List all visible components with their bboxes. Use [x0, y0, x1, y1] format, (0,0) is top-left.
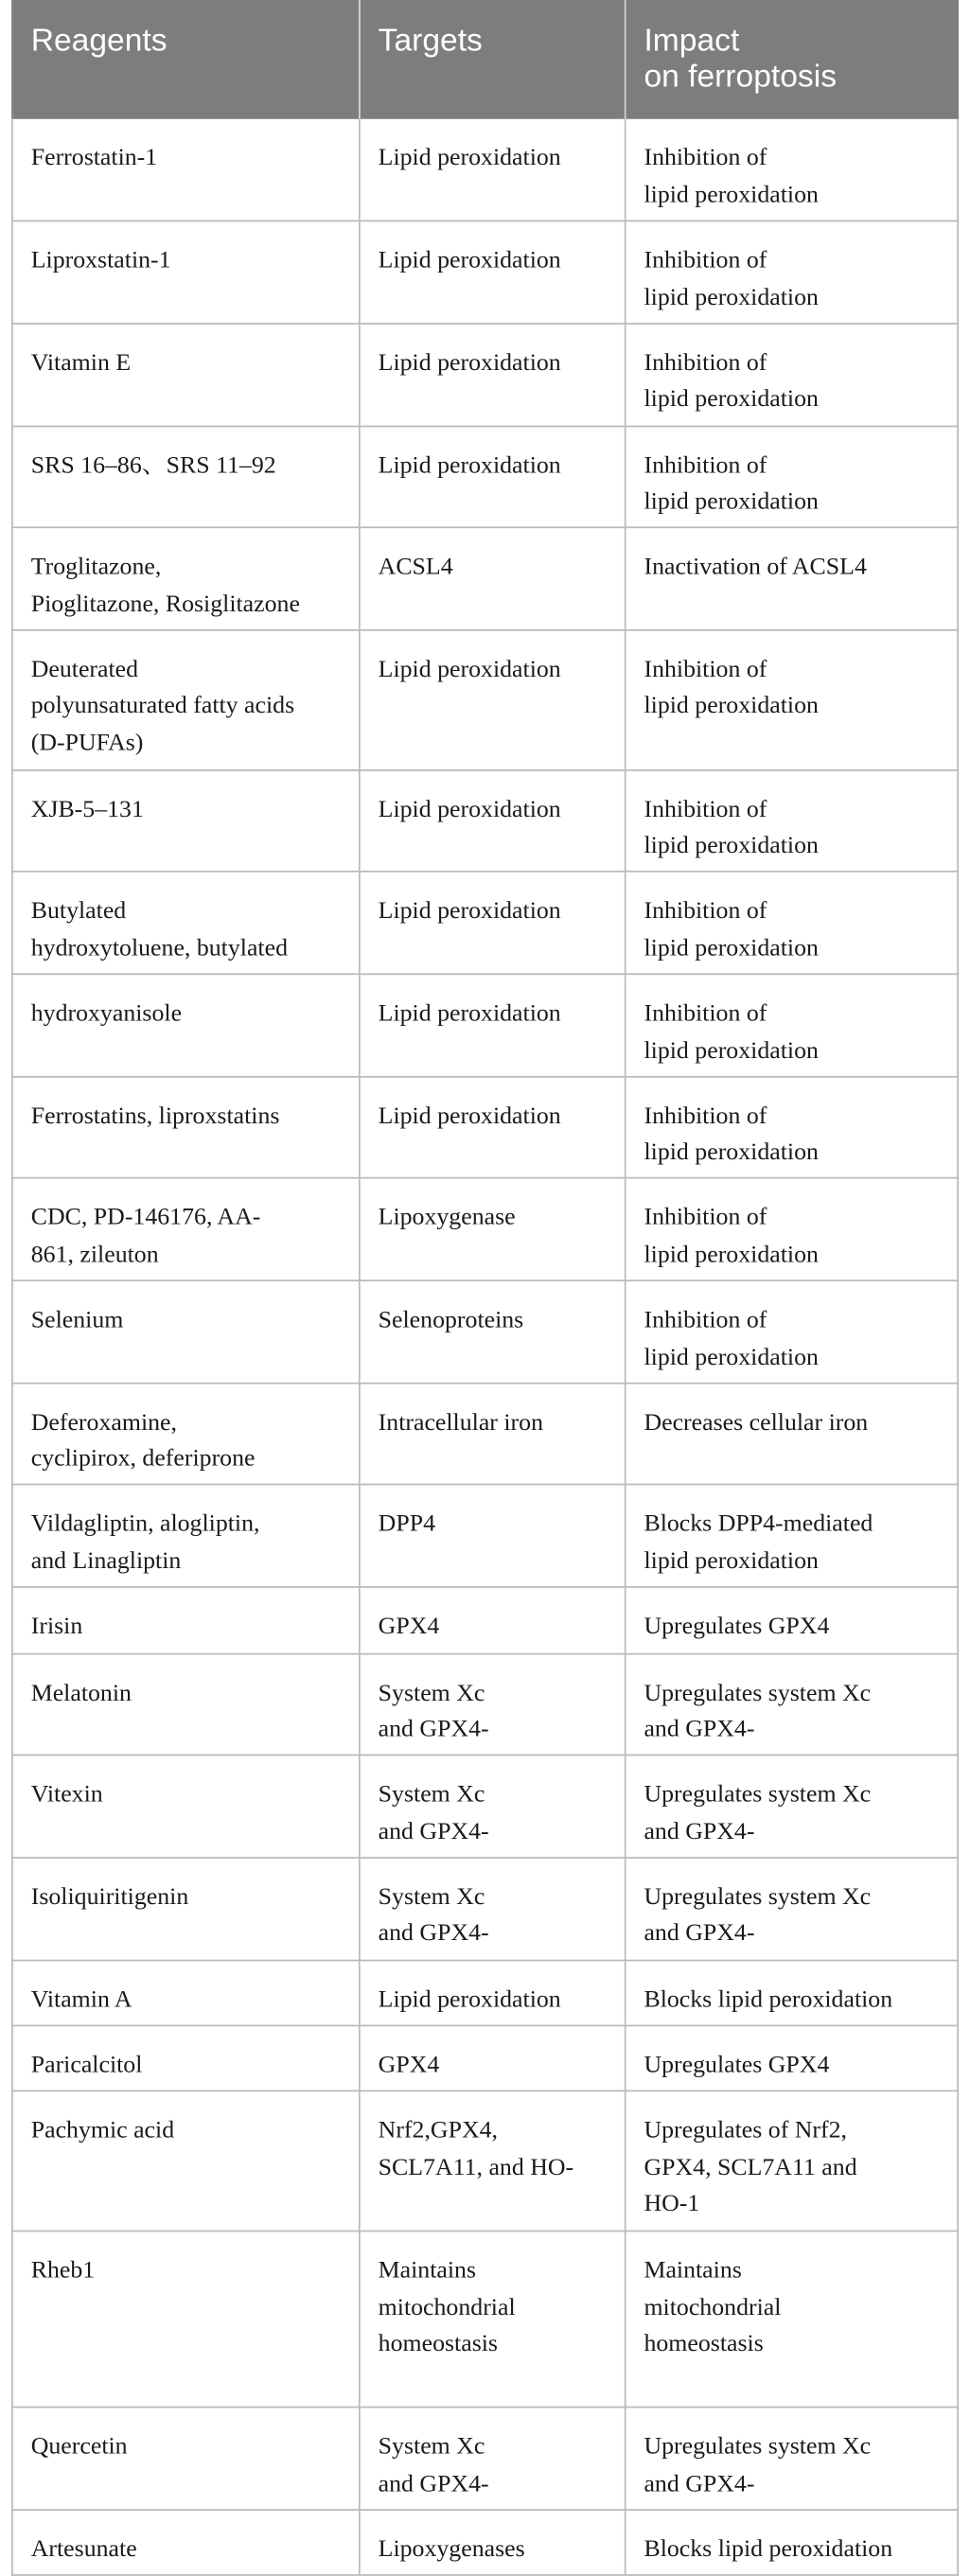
cell-text-line: Lipoxygenase — [378, 1205, 516, 1232]
table-row — [12, 324, 958, 426]
cell-text-line: and GPX4- — [378, 1921, 489, 1948]
impact-cell — [626, 769, 958, 872]
cell-text-line: and GPX4- — [644, 1717, 755, 1743]
cell-text-line: Lipid peroxidation — [378, 1103, 561, 1130]
table-row — [12, 528, 958, 630]
cell-text-line: Lipid peroxidation — [378, 796, 561, 823]
cell-text-line: Lipid peroxidation — [378, 1000, 561, 1028]
table-row — [12, 221, 958, 324]
cell-text-line: Lipid peroxidation — [378, 248, 561, 274]
cell-text-line: Upregulates GPX4 — [644, 2052, 830, 2079]
cell-text-line: DPP4 — [378, 1511, 436, 1539]
cell-text-line: and GPX4- — [378, 2470, 489, 2497]
cell-text-line: Deferoxamine, — [30, 1409, 177, 1437]
table-row — [12, 1858, 958, 1960]
cell-text-line: Blocks lipid peroxidation — [644, 2536, 893, 2563]
reagent-cell — [12, 630, 360, 770]
cell-text-line: Butylated — [30, 898, 127, 926]
cell-text-line: and GPX4- — [644, 1921, 755, 1948]
impact-cell — [626, 324, 958, 426]
reagent-cell — [12, 872, 360, 974]
table-row — [12, 1587, 958, 1653]
cell-text-line: polyunsaturated fatty acids — [30, 693, 295, 720]
reagent-cell — [12, 1653, 360, 1756]
cell-text-line: System Xc — [378, 1680, 485, 1706]
impact-cell — [626, 974, 958, 1076]
target-cell — [360, 1076, 626, 1178]
cell-text-line: Upregulates GPX4 — [644, 1614, 830, 1641]
impact-cell — [626, 1280, 958, 1383]
target-cell — [360, 2510, 626, 2576]
table-row — [12, 1076, 958, 1178]
target-cell — [360, 769, 626, 872]
target-cell — [360, 2091, 626, 2232]
cell-text-line: lipid peroxidation — [644, 833, 819, 860]
table-header — [12, 0, 958, 119]
cell-text-line: Inhibition of — [644, 1307, 767, 1334]
cell-text-line: Deuterated — [30, 657, 139, 683]
impact-cell — [626, 119, 958, 221]
target-cell — [360, 324, 626, 426]
table-row — [12, 119, 958, 221]
cell-text-line: GPX4, SCL7A11 and — [644, 2155, 857, 2181]
cell-text-line: Quercetin — [30, 2434, 128, 2461]
cell-text-line: Lipid peroxidation — [378, 657, 561, 683]
cell-text-line: Lipid peroxidation — [378, 350, 561, 377]
table-row — [12, 1653, 958, 1756]
impact-cell — [626, 1587, 958, 1653]
table-row — [12, 872, 958, 974]
ferroptosis-inhibitors-table — [11, 0, 959, 2576]
impact-cell — [626, 1960, 958, 2026]
reagent-cell — [12, 324, 360, 426]
cell-text-line: Lipid peroxidation — [378, 898, 561, 926]
cell-text-line: Vitexin — [30, 1782, 103, 1808]
impact-cell — [626, 1653, 958, 1756]
cell-text-line: Liproxstatin-1 — [30, 248, 171, 274]
cell-text-line: Irisin — [30, 1614, 83, 1641]
cell-text-line: ACSL4 — [378, 555, 453, 581]
cell-text-line: (D-PUFAs) — [30, 730, 144, 757]
target-cell — [360, 1858, 626, 1960]
cell-text-line: Selenoproteins — [378, 1307, 524, 1334]
cell-text-line: Upregulates system Xc — [644, 1884, 872, 1911]
cell-text-line: System Xc — [378, 1884, 485, 1911]
table-row — [12, 2091, 958, 2232]
cell-text-line: Upregulates of Nrf2, — [644, 2118, 848, 2144]
impact-cell — [626, 1383, 958, 1485]
cell-text-line: and Linagliptin — [30, 1548, 182, 1576]
reagent-cell — [12, 1076, 360, 1178]
reagent-cell — [12, 2091, 360, 2232]
cell-text-line: hydroxyanisole — [30, 1000, 183, 1028]
table-row — [12, 1178, 958, 1280]
reagent-cell — [12, 1756, 360, 1858]
cell-text-line: Inhibition of — [644, 898, 767, 926]
cell-text-line: Inhibition of — [644, 350, 767, 377]
reagent-cell — [12, 2408, 360, 2510]
reagent-cell — [12, 426, 360, 528]
cell-text-line: mitochondrial — [644, 2294, 782, 2321]
cell-text-line: Vildagliptin, alogliptin, — [30, 1511, 260, 1539]
impact-cell — [626, 2025, 958, 2091]
table-row — [12, 2232, 958, 2408]
reagent-cell — [12, 1960, 360, 2026]
cell-text-line: Upregulates system Xc — [644, 1782, 872, 1808]
target-cell — [360, 1756, 626, 1858]
cell-text-line: Isoliquiritigenin — [30, 1884, 189, 1911]
cell-text-line: lipid peroxidation — [644, 1139, 819, 1167]
target-cell — [360, 528, 626, 630]
impact-cell — [626, 1858, 958, 1960]
impact-cell — [626, 1756, 958, 1858]
reagent-cell — [12, 221, 360, 324]
cell-text-line: System Xc — [378, 2434, 485, 2461]
reagent-cell — [12, 2232, 360, 2408]
cell-text-line: Inhibition of — [644, 657, 767, 683]
impact-cell — [626, 2091, 958, 2232]
cell-text-line: lipid peroxidation — [644, 1037, 819, 1065]
cell-text-line: Vitamin A — [30, 1986, 132, 2013]
cell-text-line: lipid peroxidation — [644, 182, 819, 208]
cell-text-line: cyclipirox, deferiprone — [30, 1446, 256, 1473]
cell-text-line: lipid peroxidation — [644, 693, 819, 720]
target-cell — [360, 2025, 626, 2091]
target-cell — [360, 119, 626, 221]
impact-cell — [626, 2232, 958, 2408]
cell-text-line: Inhibition of — [644, 145, 767, 171]
target-cell — [360, 1383, 626, 1485]
cell-text-line: Decreases cellular iron — [644, 1409, 869, 1437]
reagent-cell — [12, 769, 360, 872]
cell-text-line: Nrf2,GPX4, — [378, 2118, 499, 2144]
reagent-cell — [12, 1383, 360, 1485]
cell-text-line: lipid peroxidation — [644, 1242, 819, 1269]
cell-text-line: homeostasis — [378, 2331, 499, 2358]
cell-text-line: Rheb1 — [30, 2258, 96, 2285]
cell-text-line: lipid peroxidation — [644, 488, 819, 516]
reagent-cell — [12, 1178, 360, 1280]
table-row — [12, 1485, 958, 1587]
cell-text-line: Lipid peroxidation — [378, 145, 561, 171]
reagent-cell — [12, 119, 360, 221]
target-cell — [360, 1960, 626, 2026]
cell-text-line: Ferrostatins, liproxstatins — [30, 1103, 280, 1130]
table-row — [12, 426, 958, 528]
reagent-cell — [12, 1485, 360, 1587]
cell-text-line: System Xc — [378, 1782, 485, 1808]
cell-text-line: Upregulates system Xc — [644, 1680, 872, 1706]
reagent-cell — [12, 974, 360, 1076]
target-cell — [360, 1280, 626, 1383]
reagent-cell — [12, 528, 360, 630]
cell-text-line: Intracellular iron — [378, 1409, 544, 1437]
impact-cell — [626, 2510, 958, 2576]
header-impact-on-ferroptosis: Impact on ferroptosis — [626, 0, 958, 119]
cell-text-line: and GPX4- — [644, 1819, 755, 1845]
cell-text-line: Lipid peroxidation — [378, 1986, 561, 2013]
impact-cell — [626, 630, 958, 770]
table-row — [12, 1960, 958, 2026]
cell-text-line: HO-1 — [644, 2191, 700, 2218]
target-cell — [360, 426, 626, 528]
target-cell — [360, 1178, 626, 1280]
cell-text-line: XJB-5–131 — [30, 796, 144, 823]
table-row — [12, 2025, 958, 2091]
table-row — [12, 1280, 958, 1383]
cell-text-line: Pachymic acid — [30, 2118, 175, 2144]
reagent-cell — [12, 1858, 360, 1960]
header-targets: Targets — [360, 0, 626, 119]
impact-cell — [626, 872, 958, 974]
target-cell — [360, 2232, 626, 2408]
cell-text-line: lipid peroxidation — [644, 386, 819, 414]
cell-text-line: Paricalcitol — [30, 2052, 143, 2079]
table-body — [12, 119, 958, 2575]
cell-text-line: Lipid peroxidation — [378, 452, 561, 479]
cell-text-line: Troglitazone, — [30, 555, 162, 581]
cell-text-line: and GPX4- — [378, 1717, 489, 1743]
cell-text-line: Inhibition of — [644, 1103, 767, 1130]
cell-text-line: Pioglitazone, Rosiglitazone — [30, 591, 300, 618]
cell-text-line: hydroxytoluene, butylated — [30, 935, 289, 962]
cell-text-line: lipid peroxidation — [644, 284, 819, 311]
table-row — [12, 2408, 958, 2510]
table-row — [12, 1756, 958, 1858]
cell-text-line: Inhibition of — [644, 796, 767, 823]
cell-text-line: Inactivation of ACSL4 — [644, 555, 867, 581]
cell-text-line: Ferrostatin-1 — [30, 145, 158, 171]
cell-text-line: GPX4 — [378, 1614, 440, 1641]
table-row — [12, 769, 958, 872]
cell-text-line: Upregulates system Xc — [644, 2434, 872, 2461]
cell-text-line: SRS 16–86、SRS 11–92 — [30, 452, 276, 479]
cell-text-line: Inhibition of — [644, 248, 767, 274]
cell-text-line: lipid peroxidation — [644, 1344, 819, 1371]
cell-text-line: Inhibition of — [644, 452, 767, 479]
cell-text-line: CDC, PD-146176, AA- — [30, 1205, 261, 1232]
impact-cell — [626, 1178, 958, 1280]
cell-text-line: 861, zileuton — [30, 1242, 159, 1269]
table-row — [12, 2510, 958, 2576]
cell-text-line: Lipoxygenases — [378, 2536, 525, 2563]
cell-text-line: Selenium — [30, 1307, 124, 1334]
cell-text-line: Inhibition of — [644, 1000, 767, 1028]
cell-text-line: Inhibition of — [644, 1205, 767, 1232]
table-row — [12, 630, 958, 770]
cell-text-line: Artesunate — [30, 2536, 137, 2563]
impact-cell — [626, 2408, 958, 2510]
cell-text-line: GPX4 — [378, 2052, 440, 2079]
header-reagents: Reagents — [12, 0, 360, 119]
target-cell — [360, 2408, 626, 2510]
impact-cell — [626, 528, 958, 630]
target-cell — [360, 872, 626, 974]
target-cell — [360, 1587, 626, 1653]
table-row — [12, 974, 958, 1076]
impact-cell — [626, 426, 958, 528]
target-cell — [360, 630, 626, 770]
cell-text-line: Blocks lipid peroxidation — [644, 1986, 893, 2013]
cell-text-line: and GPX4- — [644, 2470, 755, 2497]
cell-text-line: lipid peroxidation — [644, 935, 819, 962]
reagent-cell — [12, 2510, 360, 2576]
cell-text-line: Melatonin — [30, 1680, 132, 1706]
target-cell — [360, 1485, 626, 1587]
cell-text-line: mitochondrial — [378, 2294, 516, 2321]
header-row — [12, 0, 958, 119]
reagent-cell — [12, 2025, 360, 2091]
reagent-cell — [12, 1280, 360, 1383]
cell-text-line: Blocks DPP4-mediated — [644, 1511, 873, 1539]
cell-text-line: lipid peroxidation — [644, 1548, 819, 1576]
cell-text-line: Vitamin E — [30, 350, 132, 377]
impact-cell — [626, 1485, 958, 1587]
impact-cell — [626, 221, 958, 324]
cell-text-line: SCL7A11, and HO- — [378, 2155, 574, 2181]
table-row — [12, 1383, 958, 1485]
target-cell — [360, 974, 626, 1076]
target-cell — [360, 221, 626, 324]
cell-text-line: and GPX4- — [378, 1819, 489, 1845]
cell-text-line: Maintains — [378, 2258, 477, 2285]
reagent-cell — [12, 1587, 360, 1653]
cell-text-line: Maintains — [644, 2258, 742, 2285]
impact-cell — [626, 1076, 958, 1178]
cell-text-line: homeostasis — [644, 2331, 764, 2358]
target-cell — [360, 1653, 626, 1756]
